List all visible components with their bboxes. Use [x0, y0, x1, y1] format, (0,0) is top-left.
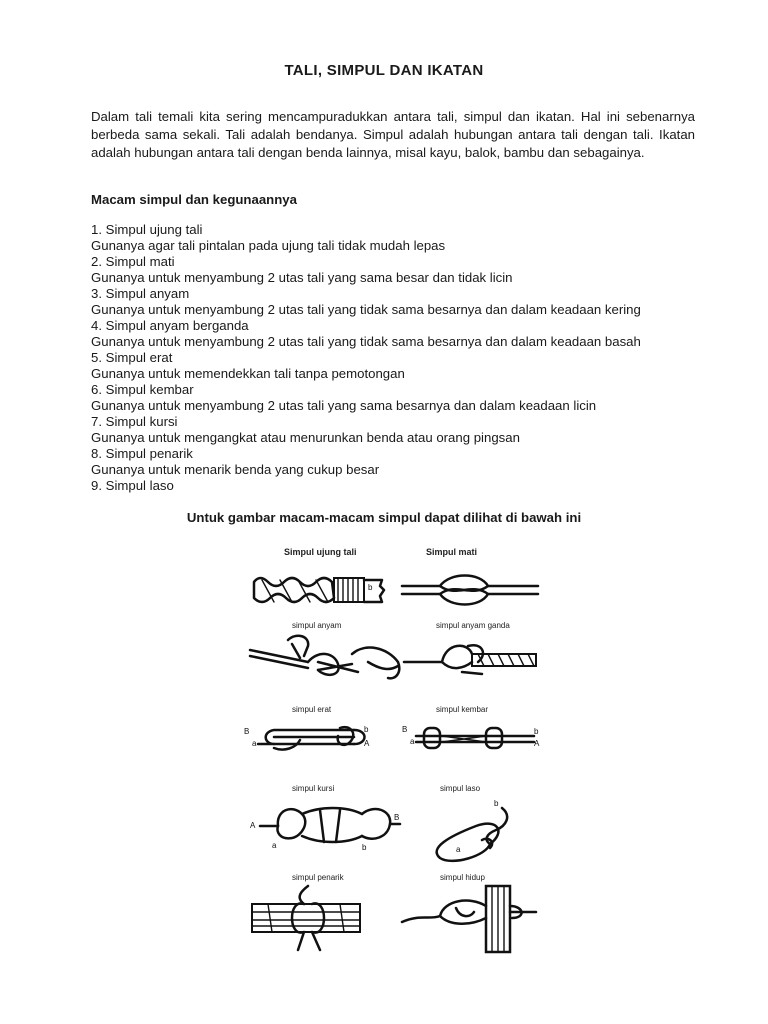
list-item: Gunanya untuk memendekkan tali tanpa pemotongan: [91, 366, 405, 381]
list-item: 5. Simpul erat: [91, 350, 173, 365]
svg-text:b: b: [494, 799, 499, 808]
section-heading: Macam simpul dan kegunaannya: [91, 192, 297, 207]
list-item: 7. Simpul kursi: [91, 414, 178, 429]
figure-caption: Untuk gambar macam-macam simpul dapat dilihat di bawah ini: [186, 510, 582, 525]
list-item: Gunanya untuk menyambung 2 utas tali yang tidak sama besarnya dan dalam keadaan basah: [91, 334, 641, 349]
label-simpul-penarik: simpul penarik: [292, 873, 344, 882]
svg-text:b: b: [364, 725, 369, 734]
list-item: 9. Simpul laso: [91, 478, 174, 493]
svg-text:B: B: [402, 725, 408, 734]
intro-paragraph: Dalam tali temali kita sering mencampuradukkan antara tali, simpul dan ikatan. Hal ini sebenarnya berbeda sama sekali. Tali adalah bendanya. Simpul adalah hubungan antara tali dengan tali. Ikatan adalah hubungan antara tali dengan benda lainnya, misal kayu, balok, bambu dan sebagainya.: [91, 109, 695, 160]
page-title: TALI, SIMPUL DAN IKATAN: [284, 62, 484, 79]
svg-text:B: B: [394, 813, 400, 822]
list-item: Gunanya agar tali pintalan pada ujung tali tidak mudah lepas: [91, 238, 446, 253]
svg-text:b: b: [534, 727, 539, 736]
label-simpul-kembar: simpul kembar: [436, 705, 489, 714]
simpul-laso-illustration: [426, 796, 536, 866]
svg-text:a: a: [252, 739, 257, 748]
simpul-mati-illustration: [400, 568, 540, 614]
simpul-hidup-illustration: [400, 882, 540, 956]
list-item: Gunanya untuk menyambung 2 utas tali yang sama besarnya dan dalam keadaan licin: [91, 398, 597, 413]
simpul-kembar-illustration: [402, 718, 546, 758]
label-simpul-laso: simpul laso: [440, 784, 481, 793]
label-simpul-anyam: simpul anyam: [292, 621, 342, 630]
list-item: 1. Simpul ujung tali: [91, 222, 203, 237]
svg-text:b: b: [368, 583, 373, 592]
label-simpul-anyam-ganda: simpul anyam ganda: [436, 621, 510, 630]
simpul-anyam-ganda-illustration: [402, 632, 542, 682]
list-item: 4. Simpul anyam berganda: [91, 318, 249, 333]
list-item: Gunanya untuk menyambung 2 utas tali yang sama besar dan tidak licin: [91, 270, 513, 285]
list-item: 2. Simpul mati: [91, 254, 175, 269]
list-item: Gunanya untuk menyambung 2 utas tali yang tidak sama besarnya dan dalam keadaan kering: [91, 302, 641, 317]
simpul-ujung-tali-illustration: [250, 568, 390, 614]
svg-text:a: a: [272, 841, 277, 850]
list-item: 3. Simpul anyam: [91, 286, 190, 301]
list-item: 8. Simpul penarik: [91, 446, 193, 461]
svg-text:a: a: [456, 845, 461, 854]
svg-text:A: A: [534, 739, 540, 748]
knot-list: [91, 222, 731, 494]
list-item: Gunanya untuk mengangkat atau menurunkan benda atau orang pingsan: [91, 430, 520, 445]
svg-text:A: A: [364, 739, 370, 748]
simpul-kursi-illustration: [250, 796, 410, 856]
svg-text:b: b: [362, 843, 367, 852]
simpul-anyam-illustration: [248, 632, 408, 682]
label-simpul-hidup: simpul hidup: [440, 873, 485, 882]
simpul-penarik-illustration: [248, 884, 368, 954]
label-simpul-erat: simpul erat: [292, 705, 332, 714]
label-simpul-mati: Simpul mati: [426, 547, 478, 557]
svg-text:B: B: [244, 727, 250, 736]
label-simpul-kursi: simpul kursi: [292, 784, 335, 793]
list-item: 6. Simpul kembar: [91, 382, 194, 397]
simpul-erat-illustration: [244, 718, 384, 758]
svg-text:a: a: [410, 737, 415, 746]
svg-text:A: A: [250, 821, 256, 830]
list-item: Gunanya untuk menarik benda yang cukup besar: [91, 462, 380, 477]
label-simpul-ujung-tali: Simpul ujung tali: [284, 547, 357, 557]
